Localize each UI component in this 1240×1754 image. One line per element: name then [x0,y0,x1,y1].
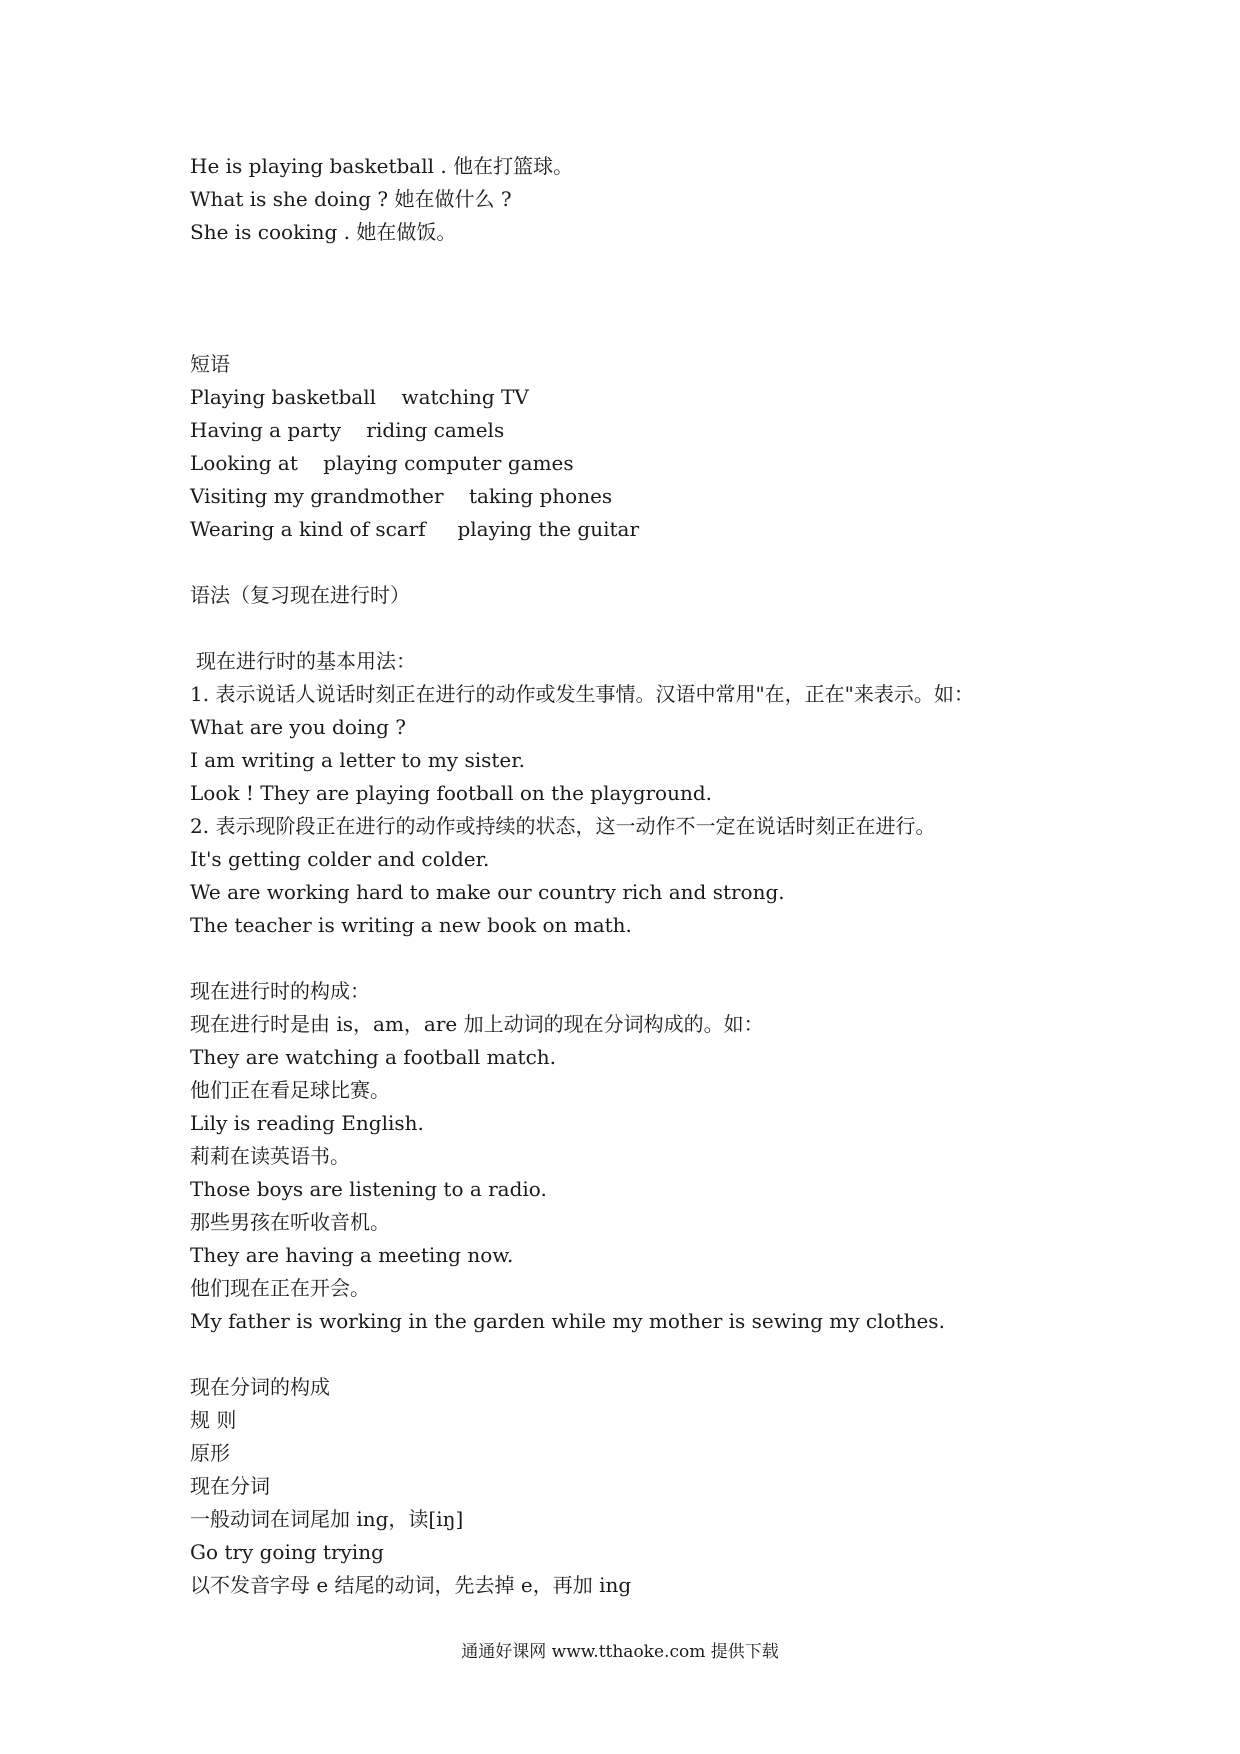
spacer [190,1338,1090,1371]
structure-line: 现在进行时是由 is，am，are 加上动词的现在分词构成的。如： [190,1012,764,1036]
structure-heading: 现在进行时的构成： [190,979,370,1003]
phrases-heading: 短语 [190,352,230,376]
dialog-line: What is she doing ? 她在做什么 ? [190,187,512,211]
structure-line: 莉莉在读英语书。 [190,1144,350,1168]
structure-line: 那些男孩在听收音机。 [190,1210,390,1234]
participle-line: 原形 [190,1441,230,1465]
usage-line: I am writing a letter to my sister. [190,748,525,772]
grammar-heading: 语法（复习现在进行时） [190,583,410,607]
usage-line: What are you doing ? [190,715,407,739]
structure-line: My father is working in the garden while my mother is sewing my clothes. [190,1309,945,1333]
structure-line: Lily is reading English. [190,1111,424,1135]
participle-line: Go try going trying [190,1540,384,1564]
participle-line: 现在分词 [190,1474,270,1498]
structure-line: 他们正在看足球比赛。 [190,1078,390,1102]
usage-line: We are working hard to make our country rich and strong. [190,880,785,904]
usage-line: 1. 表示说话人说话时刻正在进行的动作或发生事情。汉语中常用"在，正在"来表示。如： [190,682,974,706]
dialog-line: He is playing basketball . 他在打篮球。 [190,154,574,178]
spacer [190,546,1090,579]
participle-line: 以不发音字母 e 结尾的动词，先去掉 e，再加 ing [190,1573,632,1597]
usage-line: It's getting colder and colder. [190,847,490,871]
page-footer: 通通好课网 www.tthaoke.com 提供下载 [461,1642,779,1662]
structure-line: They are watching a football match. [190,1045,557,1069]
structure-line: They are having a meeting now. [190,1243,514,1267]
participle-line: 一般动词在词尾加 ing，读[iŋ] [190,1507,464,1531]
spacer [190,612,1090,645]
phrase-row: Looking at playing computer games [190,451,574,475]
structure-line: 他们现在正在开会。 [190,1276,370,1300]
document-content [190,150,1090,1602]
usage-heading: 现在进行时的基本用法： [196,649,416,673]
spacer [190,249,1090,348]
usage-line: The teacher is writing a new book on math. [190,913,632,937]
phrase-row: Visiting my grandmother taking phones [190,484,613,508]
participle-heading: 现在分词的构成 [190,1375,330,1399]
phrase-row: Wearing a kind of scarf playing the guitar [190,517,640,541]
participle-line: 规 则 [190,1408,237,1432]
usage-line: 2. 表示现阶段正在进行的动作或持续的状态，这一动作不一定在说话时刻正在进行。 [190,814,936,838]
phrase-row: Having a party riding camels [190,418,505,442]
dialog-line: She is cooking . 她在做饭。 [190,220,457,244]
spacer [190,942,1090,975]
usage-line: Look ! They are playing football on the playground. [190,781,713,805]
structure-line: Those boys are listening to a radio. [190,1177,547,1201]
phrase-row: Playing basketball watching TV [190,385,529,409]
